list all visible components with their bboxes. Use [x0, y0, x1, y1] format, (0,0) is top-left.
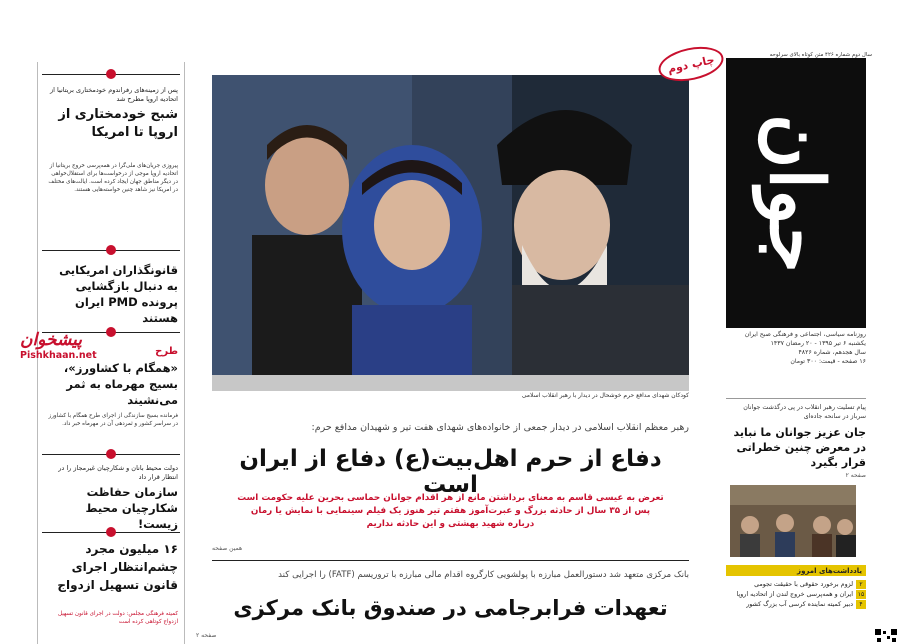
divider-dot-icon: [106, 69, 116, 79]
right-kicker: پیام تسلیت رهبر انقلاب در پی درگذشت جوانان سرباز در سانحه جاده‌ای: [743, 404, 866, 420]
watermark-logo: پیشخوان: [20, 330, 82, 350]
main-red-line-2: پس از ۳۵ سال از حادثه بزرگ و عبرت‌آموز هفتم تیر هنوز یک فیلم سینمایی با نمایش یا رمان: [250, 506, 651, 516]
masthead-title: جوان: [753, 113, 839, 273]
column-divider: [42, 532, 180, 533]
main-kicker: رهبر معظم انقلاب اسلامی در دیدار جمعی از خانواده‌های شهدای هفت تیر و شهیدان مدافع حرم:: [311, 422, 689, 433]
main-page-ref: همین صفحه: [212, 545, 243, 552]
bottom-headline[interactable]: تعهدات فرابرجامی در صندوق بانک مرکزی: [233, 596, 668, 620]
lead-photo[interactable]: [212, 75, 689, 391]
story1-body: پیروزی جریان‌های ملی‌گرا در همه‌پرسی خروج بریتانیا از اتحادیه اروپا موجی از درخواست‌ها برای استقلال‌خواهی در دیگر مناطق جهان ایجاد کرده است. ایالت‌های مختلف در امریکا نیز شاهد چنین خواسته‌هایی هستند.: [48, 163, 178, 193]
lead-photo-illustration: [212, 75, 689, 391]
column-divider: [42, 250, 180, 251]
divider-dot-icon: [106, 527, 116, 537]
right-news-box: [726, 398, 866, 479]
divider-dot-icon: [106, 449, 116, 459]
main-red-line-3: درباره شهید بهشتی و این حادثه نداریم: [366, 519, 535, 529]
qr-code-icon: [874, 628, 898, 644]
second-print-stamp: چاپ دوم: [655, 41, 726, 86]
story3-headline[interactable]: «همگام با کشاورز»، بسیج مهرماه به ثمر می‌نشیند: [63, 361, 178, 407]
yaddasht-item[interactable]: [726, 580, 866, 590]
yaddasht-list: [726, 580, 866, 610]
yaddasht-page-num: ۱۵: [857, 591, 865, 598]
masthead-info-line: یکشنبه ۶ تیر ۱۳۹۵ - ۲۰ رمضان ۱۴۳۷: [770, 340, 866, 347]
yaddasht-page-num: ۲: [856, 580, 866, 589]
main-red-line-1: تعرض به عیسی قاسم به معنای برداشتن مانع از هر اقدام جوانان حماسی بحرین علیه حکومت است: [237, 493, 664, 503]
masthead-info-line: ۱۶ صفحه - قیمت: ۳۰۰ تومان: [790, 358, 866, 365]
yaddasht-item-text: ایران و همه‌پرسی خروج لندن از اتحادیه اروپا: [736, 591, 853, 598]
column-divider: [42, 454, 180, 455]
masthead[interactable]: [726, 58, 866, 328]
masthead-info-line: روزنامه سیاسی، اجتماعی و فرهنگی صبح ایران: [744, 331, 866, 338]
story4-headline[interactable]: سازمان حفاظت شکارچیان محیط زیست!: [85, 485, 178, 531]
photo-caption: کودکان شهدای مدافع حرم خوشحال در دیدار با رهبر انقلاب اسلامی: [521, 392, 689, 399]
right-headline[interactable]: جان عزیز جوانان ما نباید در معرض چنین خطراتی قرار بگیرد: [733, 426, 866, 469]
story2-headline[interactable]: قانونگذاران امریکایی به دنبال بازگشایی پرونده PMD ایران هستند: [59, 263, 178, 325]
column-divider: [42, 74, 180, 75]
masthead-info: [726, 330, 866, 366]
story1-headline[interactable]: شبح خودمختاری از اروپا تا امریکا: [58, 107, 178, 140]
story3-kicker: طرح: [155, 346, 178, 357]
story4-kicker: دولت محیط بانان و شکارچیان غیرمجاز را در انتظار قرار داد: [58, 464, 178, 481]
story1-kicker: پس از زمینه‌های رفراندوم خودمختاری بریتانیا از اتحادیه اروپا مطرح شد: [50, 86, 178, 103]
yaddasht-page-num: ۴: [856, 600, 866, 609]
bottom-kicker: بانک مرکزی متعهد شد دستورالعمل مبارزه با پولشویی کارگروه اقدام مالی مبارزه با تروریسم (FATF) را اجرایی کند: [278, 570, 689, 580]
yaddasht-item-text: دبیر کمیته نماینده کرسی آب بزرگ کشور: [746, 601, 853, 608]
yaddasht-title-bar: یادداشت‌های امروز: [726, 565, 866, 576]
masthead-topline: سال دوم شماره ۴۲۶ متن کوتاه بالای سرلوحه: [769, 52, 872, 58]
right-page-ref: صفحه ۲: [845, 472, 866, 479]
story3-body: فرمانده بسیج سازندگی از اجرای طرح همگام با کشاورز در سراسر کشور و ثمردهی آن در مهرماه خبر داد.: [48, 413, 178, 427]
divider-dot-icon: [106, 245, 116, 255]
right-photo[interactable]: [730, 485, 856, 557]
yaddasht-item[interactable]: [726, 600, 866, 610]
story5-headline[interactable]: ۱۶ میلیون مجرد چشم‌انتظار اجرای قانون تسهیل ازدواج: [57, 542, 178, 592]
story5-body: کمیته فرهنگی مجلس: دولت در اجرای قانون تسهیل ازدواج کوتاهی کرده است: [58, 611, 178, 625]
watermark: [20, 330, 140, 361]
yaddasht-item-text: لزوم برخورد حقوقی با حقیقت تجومی: [754, 581, 853, 588]
bottom-page-ref: صفحه ۲: [196, 632, 217, 639]
main-headline[interactable]: دفاع از حرم اهل‌بیت(ع) دفاع از ایران است: [239, 446, 662, 498]
masthead-info-line: سال هجدهم، شماره ۴۸۲۶: [798, 349, 866, 356]
right-photo-illustration: [730, 485, 856, 557]
section-divider: [212, 560, 689, 561]
main-red-lines: [212, 492, 689, 531]
yaddasht-item[interactable]: [726, 590, 866, 600]
watermark-url: Pishkhaan.net: [20, 350, 97, 361]
